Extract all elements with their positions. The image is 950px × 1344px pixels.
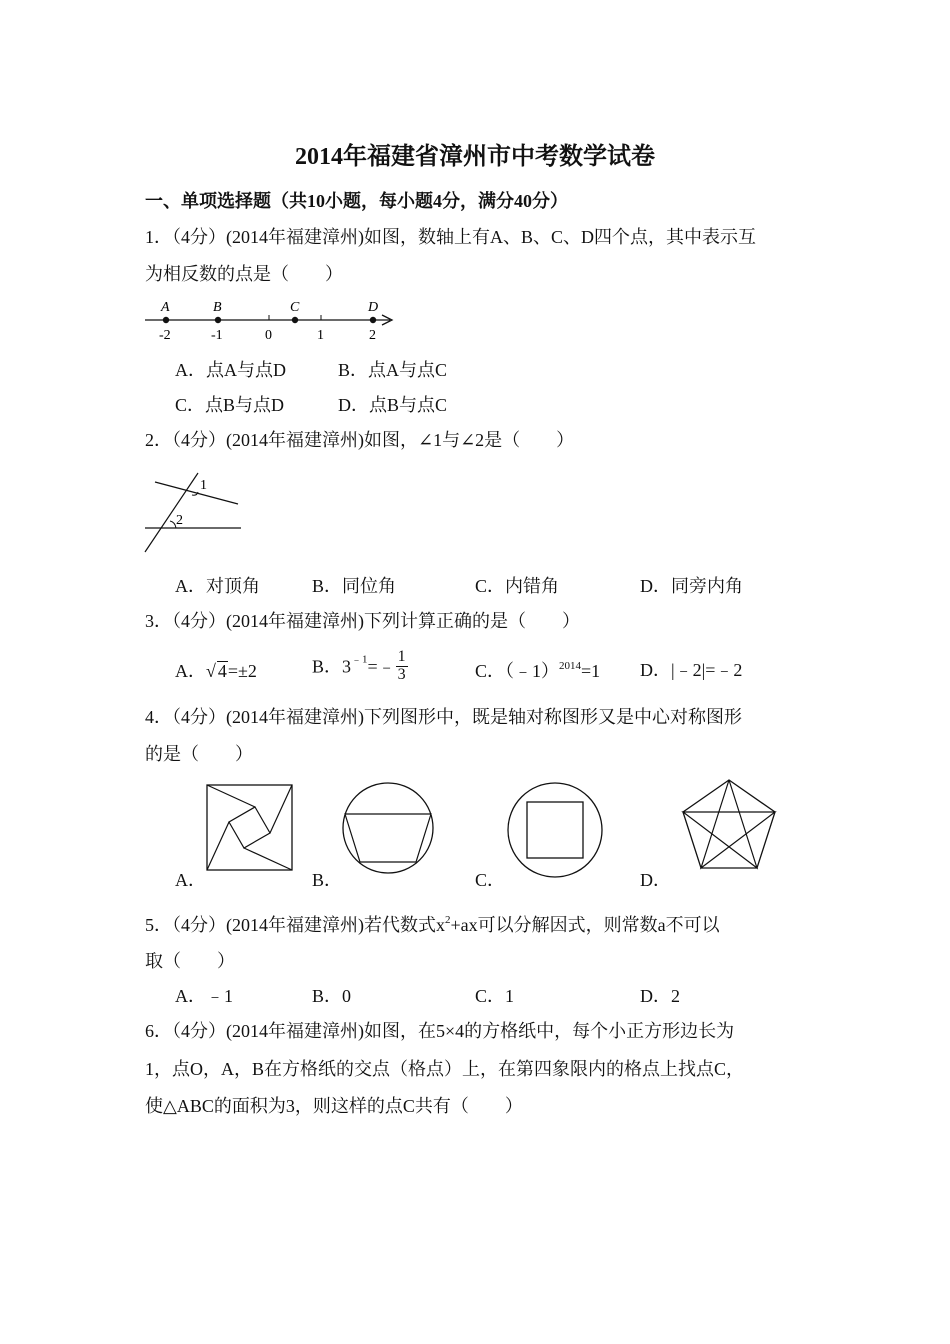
- tick-label: -1: [211, 328, 223, 343]
- q1-option-d: D．点B与点C: [338, 395, 448, 415]
- fraction: $\frac{1}{3}$: [397, 648, 406, 683]
- q2-option-a: A．对顶角: [175, 576, 260, 596]
- q2-option-b: B．同位角: [312, 576, 397, 596]
- q5-text-line2: 取（ ）: [145, 951, 235, 971]
- point-a-dot: [163, 317, 169, 323]
- q4-text-line1: 4．（4分）(2014年福建漳州)下列图形中，既是轴对称图形又是中心对称图形: [145, 707, 742, 727]
- q4-option-a-label: A．: [175, 870, 206, 890]
- q1-option-a: A．点A与点D: [175, 360, 286, 380]
- q4-option-c-label: C．: [475, 870, 506, 890]
- q3-option-c: C．（﹣1）$^{2014}$=1: [475, 660, 601, 681]
- page-title: 2014年福建省漳州市中考数学试卷: [295, 144, 655, 170]
- q5-option-c: C．1: [475, 986, 515, 1006]
- sqrt-radicand: 4: [217, 661, 227, 681]
- q5-option-a: A．﹣1: [175, 986, 233, 1006]
- q3-option-a: A．√ 4=±2: [175, 661, 257, 681]
- q4-figure-c-circle-square: [505, 780, 605, 880]
- q3-text-line1: 3．（4分）(2014年福建漳州)下列计算正确的是（ ）: [145, 611, 580, 631]
- q3-option-d: D．|﹣2|=﹣2: [640, 660, 743, 680]
- point-a-label: A: [161, 300, 170, 315]
- q1-option-b: B．点A与点C: [338, 360, 448, 380]
- tick-label: -2: [159, 328, 171, 343]
- tick-label: 2: [369, 328, 376, 343]
- q1-option-c: C．点B与点D: [175, 395, 285, 415]
- q3-option-b: B．$3^{﹣1}=﹣$ $\frac{1}{3}$: [312, 648, 406, 683]
- q6-text-line1: 6．（4分）(2014年福建漳州)如图，在5×4的方格纸中，每个小正方形边长为: [145, 1021, 735, 1041]
- point-d-dot: [370, 317, 376, 323]
- q2-text-line1: 2．（4分）(2014年福建漳州)如图，∠1与∠2是（ ）: [145, 430, 575, 450]
- point-d-label: D: [368, 300, 379, 315]
- q2-option-d: D．同旁内角: [640, 576, 743, 596]
- q4-figure-b-circle-trapezoid: [340, 780, 436, 876]
- sqrt-symbol: √: [206, 661, 216, 681]
- point-b-label: B: [213, 300, 222, 315]
- q1-number-line-figure: [140, 296, 400, 346]
- q6-text-line2: 1，点O，A，B在方格纸的交点（格点）上，在第四象限内的格点上找点C，: [145, 1059, 745, 1079]
- angle-2-label: 2: [176, 513, 183, 528]
- q5-option-b: B．0: [312, 986, 352, 1006]
- q4-figure-d-pentagon-star: [677, 775, 781, 875]
- q4-figure-a-square-pinwheel: [205, 783, 295, 873]
- point-b-dot: [215, 317, 221, 323]
- q5-option-d: D．2: [640, 986, 680, 1006]
- q5-text-line1: 5．（4分）(2014年福建漳州)若代数式$x^2+ax$可以分解因式，则常数a不可以: [145, 914, 720, 935]
- q6-text-line3: 使△ABC的面积为3，则这样的点C共有（ ）: [145, 1096, 523, 1116]
- q1-text-line2: 为相反数的点是（ ）: [145, 264, 343, 284]
- q2-option-c: C．内错角: [475, 576, 560, 596]
- section-heading: 一、单项选择题（共10小题，每小题4分，满分40分）: [145, 191, 568, 211]
- q4-text-line2: 的是（ ）: [145, 744, 253, 764]
- q1-text-line1: 1．（4分）(2014年福建漳州)如图，数轴上有A、B、C、D四个点，其中表示互: [145, 227, 756, 247]
- tick-label: 0: [265, 328, 272, 343]
- point-c-label: C: [290, 300, 300, 315]
- q4-option-d-label: D．: [640, 870, 671, 890]
- angle-1-label: 1: [200, 478, 207, 493]
- q2-angle-figure: [140, 468, 250, 558]
- upper-line: [155, 482, 238, 504]
- tick-label: 1: [317, 328, 324, 343]
- q4-option-b-label: B．: [312, 870, 343, 890]
- transversal-line: [145, 473, 198, 552]
- point-c-dot: [292, 317, 298, 323]
